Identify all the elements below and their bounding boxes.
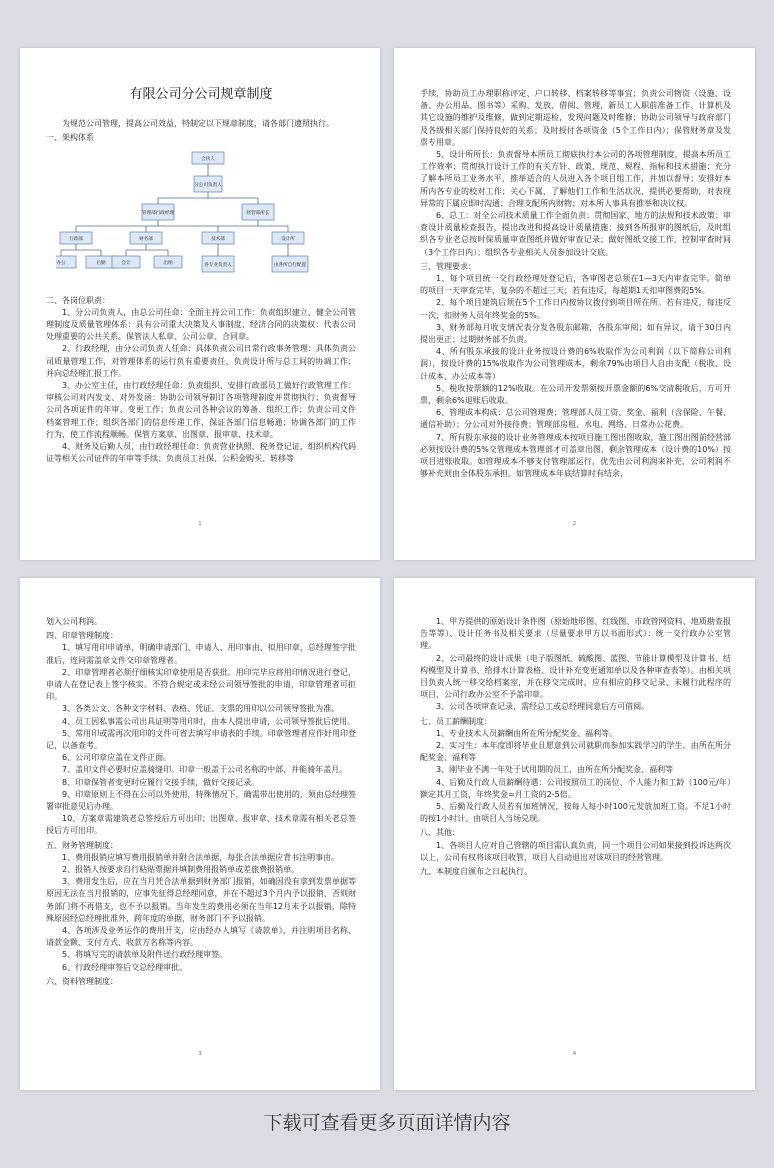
body-paragraph: 4、财务及后勤人员，由行政经理任命：负责营业执照、税务登记证、组织机构代码证等相关公司证件的年审等手续；负责员工社保、公积金购买、转移等 xyxy=(46,442,356,464)
body-paragraph: 5、后勤及行政人员若有加班情况，按每人每小时100元发放加班工资。不足1小时的按1小时计。由项目人当场兑现。 xyxy=(420,802,731,824)
body-paragraph: 1、甲方提供的原始设计条件图（原始地形图、红线图、市政管网资料、地质勘查报告等等）、设计任务书及相关要求（尽量要求甲方以书面形式）：统一交行政办公室管理。 xyxy=(420,617,731,651)
body-paragraph: 2、行政经理，由分公司负责人任命：具体负责公司日常行政事务管理：具体负责公司质量管理工作，对管理体系的运行负有重要责任，负责设计所与总工间的协调工作；并向总经理汇报工作。 xyxy=(46,344,356,378)
section-heading: 七、员工薪酬制度： xyxy=(420,716,492,726)
body-paragraph: 手续，协助员工办理职称评定、户口转移、档案转移等事宜；负责公司物资（设施、设备、办公用品、图书等）采购、发放、借阅、管理，新员工入职前准备工作、计算机及其它设施的维护及维修，做到定期巡检，发现问题及时维修；协助公司领导与政府部门及各级相关部门保持良好的关系；及时授付各项资金（5个工作日内）；保管财务章及发票专用章。 xyxy=(420,89,731,147)
download-more-caption[interactable]: 下载可查看更多页面详情内容 xyxy=(263,1112,511,1134)
body-paragraph: 6、行政经理审签后交总经理审批。 xyxy=(62,962,188,972)
org-label-cashier: 出纳 xyxy=(163,261,173,267)
org-label-root: 合伙人 xyxy=(201,157,215,163)
body-paragraph: 3、各类公文、各种文字材料、表格、凭证、支票的用印以公司领导签批为准。 xyxy=(62,704,340,714)
org-chart xyxy=(56,146,356,284)
body-paragraph: 2、印章管理者必须仔细核实印章使用是否获批。用印完毕应将用印情况进行登记，申请人在登记表上签字核实。不符合规定或未经公司领导签批的申请，印章管理者可拒印。 xyxy=(46,667,356,702)
body-paragraph: 5、常用印或需再次用印的文件可省去填写申请表的手续。印章管理者应作好用印登记，以备查考。 xyxy=(46,728,356,751)
body-paragraph: 5、将填写完的请款单及附件送行政经理审签。 xyxy=(62,950,228,960)
body-paragraph: 7、所有股东承接的设计业务管理成本按项目施工图出图收取，施工图出图前经营部必须按设计费的5%交管理成本管理部才可盖章出图，剩余管理成本（设计费的10%）按项目进账收取。如管理成本不够支付管理部运行，优先由公司利润来补充，公司利润不够补充则由全体股东承担。如管理成本年底结算时有结余， xyxy=(420,432,731,479)
org-label-admin-dept: 行政部 xyxy=(69,237,83,243)
body-paragraph: 4、后勤及行政人员薪酬待遇：公司按照员工的岗位、个人能力和工龄（100元/年）额定其月工资，年终奖金=月工资的2-5倍。 xyxy=(420,777,731,799)
body-paragraph: 8、印章保管者变更时应履行交接手续，做好交接记录。 xyxy=(62,777,260,787)
document-page-2 xyxy=(394,48,755,560)
body-paragraph: 2、每个项目建筑后须在5个工作日内按协议拨付到项目所在所。若有违反，每违反一次，扣财务人员年终奖金的5%。 xyxy=(420,298,731,320)
body-paragraph: 4、各项涉及业务运作的费用开支，应由经办人填写《请款单》，并注明项目名称、请款金额、支付方式、收款方名称等内容。 xyxy=(46,926,356,948)
body-paragraph: 3、公司各项审查记录，需经总工或总经理同意后方可借阅。 xyxy=(436,702,650,712)
org-label-branch-head: 分公司负责人 xyxy=(194,183,222,189)
section-heading: 八、其他： xyxy=(420,828,460,838)
org-label-tech-dept: 技术部 xyxy=(211,237,225,243)
body-paragraph: 2、实习生：本年度即将毕业且愿意到公司就职而参加实践学习的学生。由所在所分配奖金、福利等 xyxy=(420,741,731,763)
body-paragraph: 划入公司利润。 xyxy=(46,617,102,626)
page-number: 1 xyxy=(198,520,202,527)
page-number: 2 xyxy=(572,520,577,527)
org-label-logistics: 后勤 xyxy=(96,261,106,267)
page-number: 3 xyxy=(198,1050,202,1057)
org-label-office: 办公 xyxy=(56,261,66,267)
document-page-1 xyxy=(20,48,380,560)
document-title: 有限公司分公司规章制度 xyxy=(129,87,273,102)
org-label-design-dept: 设计所 xyxy=(281,237,295,243)
body-paragraph: 1、分公司负责人，由总公司任命：全面主持公司工作：负责组织建立、健全公司管理制度及质量管理体系：具有公司重大决策及人事制度、经济合同的决策权：代表公司处理重要的公共关系。保管法人私章、公司公章、合同章。 xyxy=(46,307,356,342)
body-paragraph: 7、盖印文件必要时应盖骑缝印。印章一般盖于公司名称的中部，并能骑年盖月。 xyxy=(62,765,348,775)
org-label-specialty-leads: 各专业负责人 xyxy=(204,263,232,269)
body-paragraph: 3、财务部每月收支情况表分发各股东邮箱，各股东审阅；如有异议，请于30日内提出更正；过期财务部不负责。 xyxy=(420,322,731,345)
body-paragraph: 1、费用报销应填写费用报销单并附合法单据，每张合法单据应背书注明事由。 xyxy=(62,852,340,862)
body-paragraph: 4、员工因私事需公司出具证明等用印时，由本人提出申请，公司领导签批后使用。 xyxy=(62,716,356,726)
section-heading: 九、本制度自颁布之日起执行。 xyxy=(420,867,532,877)
org-label-accountant: 会计 xyxy=(121,261,131,267)
body-paragraph: 3、费用发生后，应在当月凭合法单据到财务部门报销，如确因没有拿到发票单据等原因无法在当月报销的，应事先征得总经理同意，并在不超过3个月内予以报销，否则财务部门将不再借支，也不予以报销。当年发生的费用必须在当年12月末予以报销，除特殊原因经总经理批准外，跨年度的单据，财务部门不予以报销。 xyxy=(46,877,356,923)
section-heading: 六、资料管理制度： xyxy=(46,976,118,986)
intro-paragraph: 为规范公司管理，提高公司效益，特制定以下规章制度，请各部门遵照执行。 xyxy=(62,119,334,128)
body-paragraph: 4、所有股东承接的设计业务按设计费的6%收取作为公司利润（以下简称公司利润），按设计费的15%收取作为公司管理成本，剩余79%由项目人自由支配（税收、设计成本、办公成本等） xyxy=(420,347,731,381)
section-heading: 一、架构体系 xyxy=(46,133,94,143)
body-paragraph: 1、每个项目统一交行政经理处登记后，各审图老总须在1—3天内审查完毕。简单的项目一天审查完毕，复杂的不超过三天；若有违反，每超期1天扣审图费的5%。 xyxy=(420,274,731,296)
body-paragraph: 1、各项目人应对自己管辖的项目需认真负责，同一个项目公司如果接到投诉达两次以上，公司有权将该项目收管，项目人自动退出对该项目的经营管理。 xyxy=(420,840,731,862)
org-label-self-configured: 由各所自行配置 xyxy=(273,263,307,269)
body-paragraph: 6、管理成本构成：总公司管理费；管理部人员工资、奖金、福利（含保险、午餐、通信补助）；分公司对外接待费；管理部房租、水电、网络、日常办公花费。 xyxy=(420,408,731,430)
page-number: 4 xyxy=(572,1050,577,1057)
section-heading: 五、财务管理制度： xyxy=(46,840,118,850)
body-paragraph: 6、公司印章应盖在文件正面。 xyxy=(62,753,172,763)
section-heading: 三、管理要求： xyxy=(420,261,476,271)
body-paragraph: 1、专业技术人员薪酬由所在所分配奖金、福利等。 xyxy=(436,728,618,738)
body-paragraph: 1、填写用印申请单，明确申请部门、申请人、用印事由、拟用印章，总经理签字批准后，连同需盖章文件交印章管理者。 xyxy=(46,643,356,665)
org-label-admin-manager: 管理部行政经理 xyxy=(141,211,175,217)
body-paragraph: 3、刚毕业不满一年处于试用期的员工，由所在所分配奖金、福利等 xyxy=(436,765,674,775)
body-paragraph: 5、设计所所长：负责督导本所员工彻底执行本公司的各项管理制度，提高本所员工工作效率；贯彻执行设计工作的有关方针、政策、规范、规程、指标和技术措施；充分了解本所员工业务水平，推举适合的人员进入各个项目组工作，并加以督导；安排好本所内各专业的校对工作；关心下属，了解他们工作和生活状况，提供必要帮助，对表现异常的下属应即时沟通；合理支配所内财物；对本所人事具有推举和决议权。 xyxy=(420,150,731,208)
body-paragraph: 6、总工：对全公司技术质量工作全面负责；贯彻国家、地方的法规和技术政策；审查设计质量检查报告，提出改进和提高设计质量措施；接到各所报审的图纸后，及时组织各专业老总按时保质量审查图纸并做好审查记录；做好图纸交接工作，控制审查时间（3个工作日内）；组织各专业相关人员参加设计交底。 xyxy=(420,211,731,257)
body-paragraph: 5、税收按票额的12%收取。在公司开发票须按开票金额的6%交清税收后，方可开票，剩余6%退账后收取。 xyxy=(420,383,731,406)
org-label-finance-dept: 财务部 xyxy=(139,237,153,243)
org-label-business-director: 经营部所长 xyxy=(246,211,270,217)
section-heading: 二、各岗位职责： xyxy=(46,295,110,305)
body-paragraph: 3、办公室主任，由行政经理任命：负责组织、安排行政部员工做好行政管理工作：审核公司对内发文、对外发函：协助公司领导制订各项管理制度并贯彻执行；负责督导公司各项证件的年审、变更工作；负责公司各种会议的筹备、组织工作；负责公司文件档案管理工作；组织各部门的信息传递工作，保证各部门信息畅通；协调各部门的工作行为，使工作流程顺畅。保管方案章、出图章、报审章、技术章。 xyxy=(46,381,356,439)
body-paragraph: 2、报销人按要求自行粘贴票据并填制费用报销单或差旅费报销单。 xyxy=(62,865,300,875)
body-paragraph: 9、印章原则上不得在公司以外使用，特殊情况下，确需带出使用的，须由总经理签署审批意见后办理。 xyxy=(46,789,356,812)
document-page-4 xyxy=(394,578,755,1090)
body-paragraph: 2、公司最终的设计成果（电子版图纸、硫酸图、蓝图、节能计算模型及计算书、结构模型及计算书、给排水计算表格、设计补充变更通知单以及各种审查表等）。由相关项目负责人统一移交给档案室，并在移交完成时，应有相应的移交记录、未履行此程序的项目，公司行政办公室不予盖印章。 xyxy=(420,653,731,700)
document-page-3 xyxy=(20,578,380,1090)
section-heading: 四、印章管理制度： xyxy=(46,631,118,641)
body-paragraph: 10、方案章需建筑老总签授后方可出印；出图章、报审章、技术章需有相关老总签授后方可出印。 xyxy=(46,814,356,836)
